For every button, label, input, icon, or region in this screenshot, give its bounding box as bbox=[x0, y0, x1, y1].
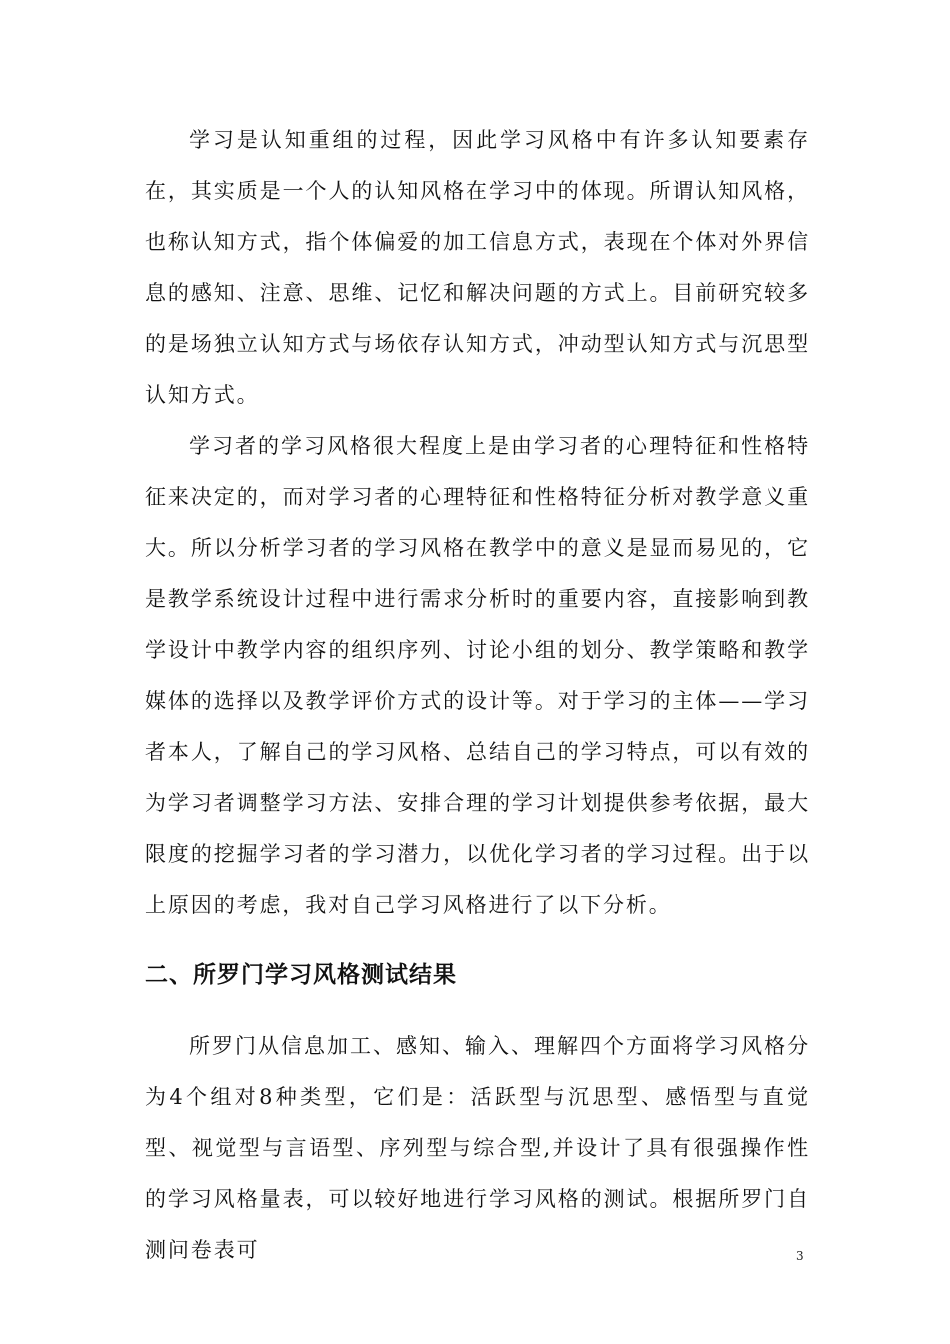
page-content bbox=[145, 115, 810, 1276]
paragraph-solomon-test: 所罗门从信息加工、感知、输入、理解四个方面将学习风格分为4个组对8种类型，它们是：活跃型与沉思型、感悟型与直觉型、视觉型与言语型、序列型与综合型,并设计了具有很强操作性的学习风格量表，可以较好地进行学习风格的测试。根据所罗门自测问卷表可 bbox=[145, 1034, 810, 1262]
paragraph-cognitive-style: 学习是认知重组的过程，因此学习风格中有许多认知要素存在，其实质是一个人的认知风格在学习中的体现。所谓认知风格，也称认知方式，指个体偏爱的加工信息方式，表现在个体对外界信息的感知、注意、思维、记忆和解决问题的方式上。目前研究较多的是场独立认知方式与场依存认知方式，冲动型认知方式与沉思型认知方式。 bbox=[145, 128, 810, 407]
paragraph-learning-style-significance: 学习者的学习风格很大程度上是由学习者的心理特征和性格特征来决定的，而对学习者的心理特征和性格特征分析对教学意义重大。所以分析学习者的学习风格在教学中的意义是显而易见的，它是教学系统设计过程中进行需求分析时的重要内容，直接影响到教学设计中教学内容的组织序列、讨论小组的划分、教学策略和教学媒体的选择以及教学评价方式的设计等。对于学习的主体——学习者本人，了解自己的学习风格、总结自己的学习特点，可以有效的为学习者调整学习方法、安排合理的学习计划提供参考依据，最大限度的挖掘学习者的学习潜力，以优化学习者的学习过程。出于以上原因的考虑，我对自己学习风格进行了以下分析。 bbox=[145, 434, 810, 917]
section-heading: 二、所罗门学习风格测试结果 bbox=[145, 962, 457, 988]
page-number: 3 bbox=[796, 1249, 804, 1263]
